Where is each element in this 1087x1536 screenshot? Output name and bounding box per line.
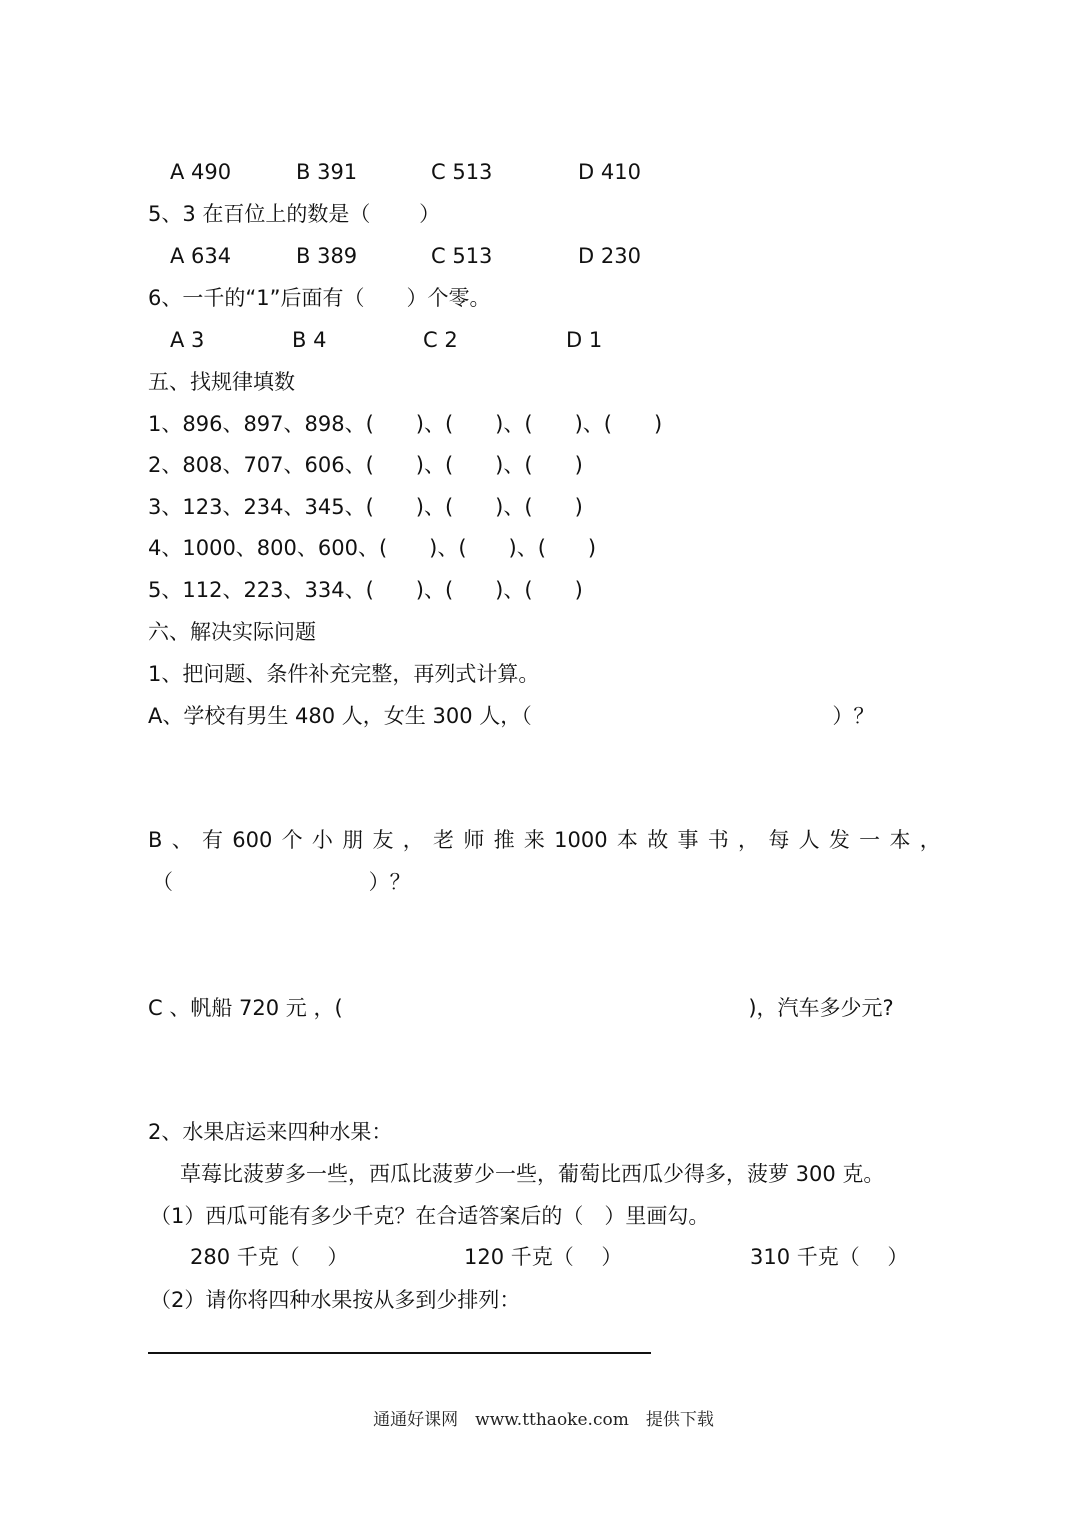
q5-option-b: B 389 bbox=[296, 244, 358, 268]
choice-310kg: 310 千克（ ） bbox=[750, 1245, 909, 1269]
pattern-item-5: 5、112、223、334、( )、( )、( ) bbox=[148, 578, 583, 602]
problem1-b-token: 老 bbox=[433, 828, 455, 852]
q4-option-d: D 410 bbox=[578, 160, 641, 184]
answer-line bbox=[148, 1352, 651, 1354]
q6-option-d: D 1 bbox=[566, 328, 603, 352]
problem1-a: A、学校有男生 480 人，女生 300 人，（ ）？ bbox=[148, 704, 875, 728]
problem1-b-token: 推 bbox=[493, 828, 515, 852]
problem2-title: 2、水果店运来四种水果： bbox=[148, 1120, 393, 1144]
q4-option-a: A 490 bbox=[170, 160, 232, 184]
q6-option-c: C 2 bbox=[423, 328, 458, 352]
problem1-b-token: ， bbox=[919, 828, 941, 852]
problem1-b-token: 师 bbox=[463, 828, 485, 852]
choice-120kg: 120 千克（ ） bbox=[464, 1245, 623, 1269]
problem2-question1: （1）西瓜可能有多少千克？在合适答案后的（ ）里画勾。 bbox=[150, 1204, 710, 1228]
pattern-item-1: 1、896、897、898、( )、( )、( )、( ) bbox=[148, 412, 663, 436]
choice-280kg: 280 千克（ ） bbox=[190, 1245, 349, 1269]
problem1-title: 1、把问题、条件补充完整，再列式计算。 bbox=[148, 662, 540, 686]
pattern-item-2: 2、808、707、606、( )、( )、( ) bbox=[148, 453, 583, 477]
problem1-b-token: 人 bbox=[798, 828, 820, 852]
section6-heading: 六、解决实际问题 bbox=[148, 620, 316, 644]
problem1-b-token: ， bbox=[738, 828, 760, 852]
q6-question: 6、一千的“1”后面有（ ）个零。 bbox=[148, 286, 491, 310]
problem2-description: 草莓比菠萝多一些，西瓜比菠萝少一些，葡萄比西瓜少得多，菠萝 300 克。 bbox=[180, 1162, 885, 1186]
problem1-b-token: 600 bbox=[232, 828, 273, 852]
q4-option-c: C 513 bbox=[431, 160, 493, 184]
section5-heading: 五、找规律填数 bbox=[148, 370, 295, 394]
q5-option-a: A 634 bbox=[170, 244, 232, 268]
problem2-question2: （2）请你将四种水果按从多到少排列： bbox=[150, 1288, 521, 1312]
q5-question: 5、3 在百位上的数是（ ） bbox=[148, 202, 441, 226]
q5-option-d: D 230 bbox=[578, 244, 641, 268]
problem1-b-token: 1000 bbox=[554, 828, 608, 852]
problem1-b-token: B bbox=[148, 828, 163, 852]
problem1-b-token: 小 bbox=[311, 828, 333, 852]
problem1-b-token: 每 bbox=[768, 828, 790, 852]
problem1-b-line2: （ ）？ bbox=[152, 870, 411, 894]
problem1-b-token: 来 bbox=[523, 828, 545, 852]
pattern-item-4: 4、1000、800、600、( )、( )、( ) bbox=[148, 536, 597, 560]
problem1-c: C 、帆船 720 元 ，( )，汽车多少元? bbox=[148, 996, 894, 1020]
problem1-b-token: 发 bbox=[828, 828, 850, 852]
q6-option-a: A 3 bbox=[170, 328, 205, 352]
q6-option-b: B 4 bbox=[292, 328, 327, 352]
problem1-b-token: 书 bbox=[707, 828, 729, 852]
problem1-b-token: 、 bbox=[171, 828, 193, 852]
problem1-b-token: 友 bbox=[372, 828, 394, 852]
problem1-b-line1 bbox=[148, 826, 941, 854]
problem1-b-token: 本 bbox=[889, 828, 911, 852]
problem1-b-token: 事 bbox=[677, 828, 699, 852]
problem1-b-token: 本 bbox=[616, 828, 638, 852]
problem1-b-token: 有 bbox=[201, 828, 223, 852]
q4-option-b: B 391 bbox=[296, 160, 358, 184]
pattern-item-3: 3、123、234、345、( )、( )、( ) bbox=[148, 495, 583, 519]
problem1-b-token: 故 bbox=[647, 828, 669, 852]
problem1-b-token: 一 bbox=[859, 828, 881, 852]
problem1-b-token: 个 bbox=[281, 828, 303, 852]
q5-option-c: C 513 bbox=[431, 244, 493, 268]
footer-source: 通通好课网 www.tthaoke.com 提供下载 bbox=[373, 1410, 714, 1430]
problem1-b-token: ， bbox=[402, 828, 424, 852]
problem1-b-token: 朋 bbox=[342, 828, 364, 852]
